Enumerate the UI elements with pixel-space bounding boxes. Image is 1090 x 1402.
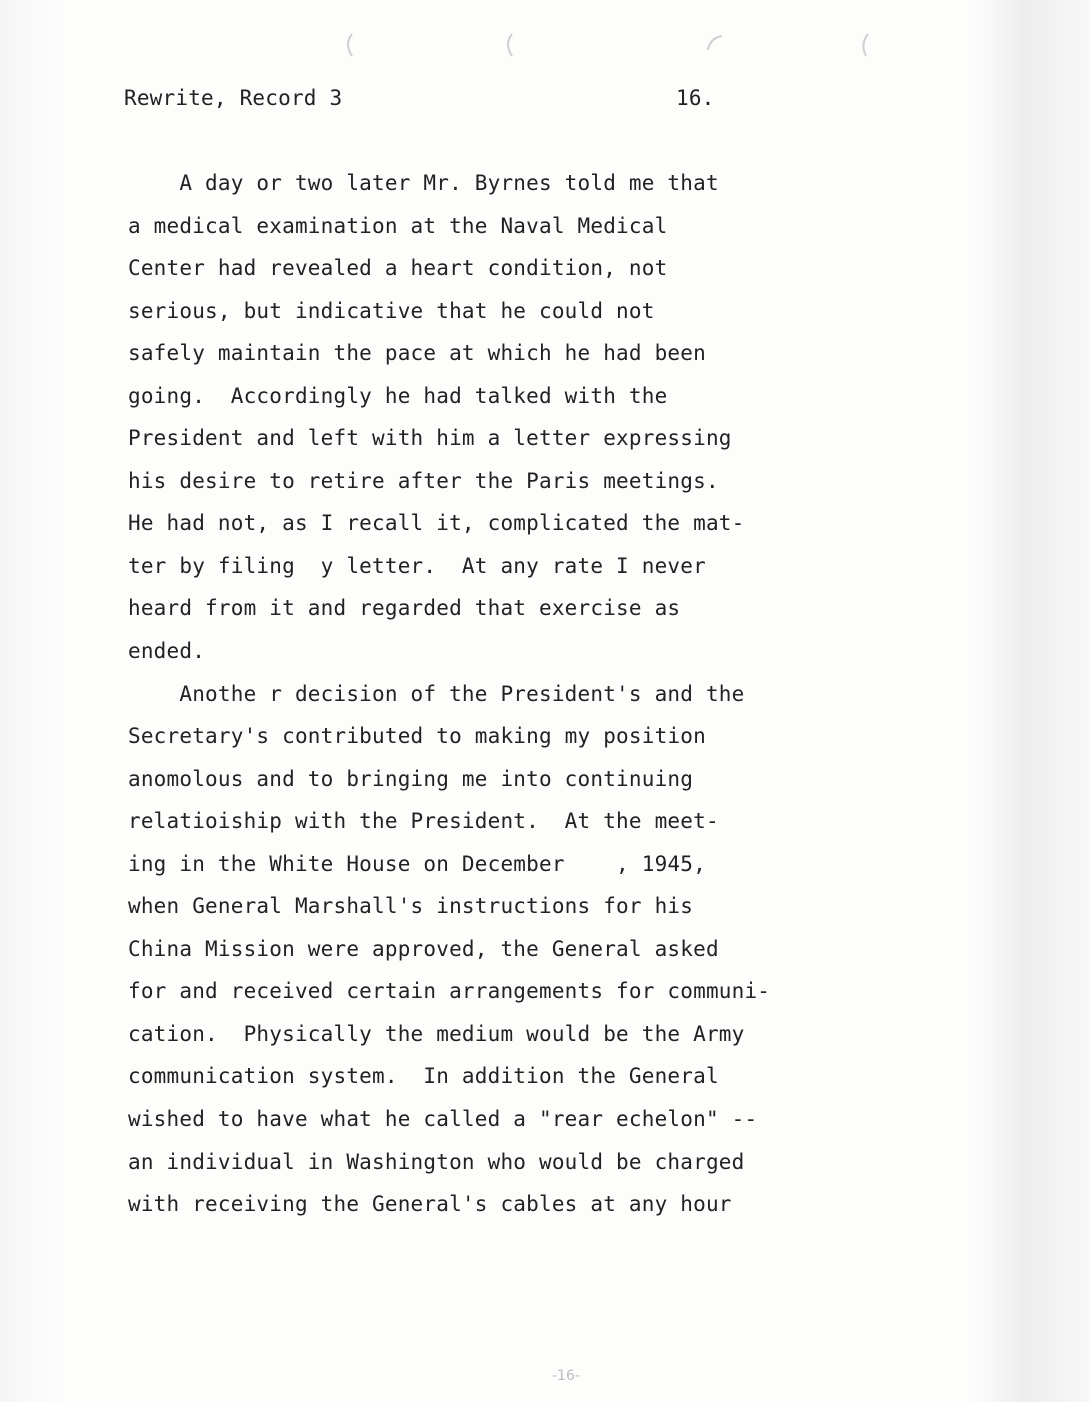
- text-line: serious, but indicative that he could not: [128, 298, 655, 323]
- text-line: A day or two later Mr. Byrnes told me that: [128, 171, 719, 195]
- typed-body: [128, 168, 928, 1232]
- handwritten-page-mark: -16-: [552, 1368, 580, 1384]
- text-line: He had not, as I recall it, complicated the mat-: [128, 511, 745, 536]
- text-line: a medical examination at the Naval Medical: [128, 213, 668, 238]
- scan-shading-right: [970, 0, 1090, 1402]
- text-line: ended.: [128, 639, 206, 664]
- text-line: communication system. In addition the General: [128, 1064, 719, 1089]
- text-line: safely maintain the pace at which he had been: [128, 341, 706, 366]
- text-line: Center had revealed a heart condition, not: [128, 256, 668, 281]
- text-line: ter by filing y letter. At any rate I never: [128, 553, 706, 578]
- text-line: wished to have what he called a "rear echelon" --: [128, 1107, 758, 1132]
- text-line: anomolous and to bringing me into continuing: [128, 766, 694, 791]
- text-line: an individual in Washington who would be charged: [128, 1149, 745, 1174]
- document-title: Rewrite, Record 3: [124, 86, 343, 110]
- text-line: his desire to retire after the Paris meetings.: [128, 468, 719, 493]
- text-line: for and received certain arrangements for communi-: [128, 979, 771, 1004]
- text-line: with receiving the General's cables at any hour: [128, 1192, 732, 1217]
- scan-shading-left: [0, 0, 60, 1402]
- text-line: Anothe r decision of the President's and the: [128, 681, 745, 706]
- text-line: relatioiship with the President. At the meet-: [128, 809, 719, 834]
- text-line: going. Accordingly he had talked with the: [128, 383, 668, 408]
- text-line: China Mission were approved, the General asked: [128, 936, 719, 961]
- text-line: President and left with him a letter expressing: [128, 426, 732, 451]
- text-line: heard from it and regarded that exercise as: [128, 596, 681, 621]
- text-line: Secretary's contributed to making my position: [128, 724, 706, 749]
- page-number: 16.: [676, 86, 715, 110]
- text-line: ing in the White House on December , 1945,: [128, 851, 706, 876]
- text-line: when General Marshall's instructions for his: [128, 894, 694, 919]
- punch-hole-marks: [0, 26, 1090, 66]
- text-line: cation. Physically the medium would be the Army: [128, 1021, 745, 1046]
